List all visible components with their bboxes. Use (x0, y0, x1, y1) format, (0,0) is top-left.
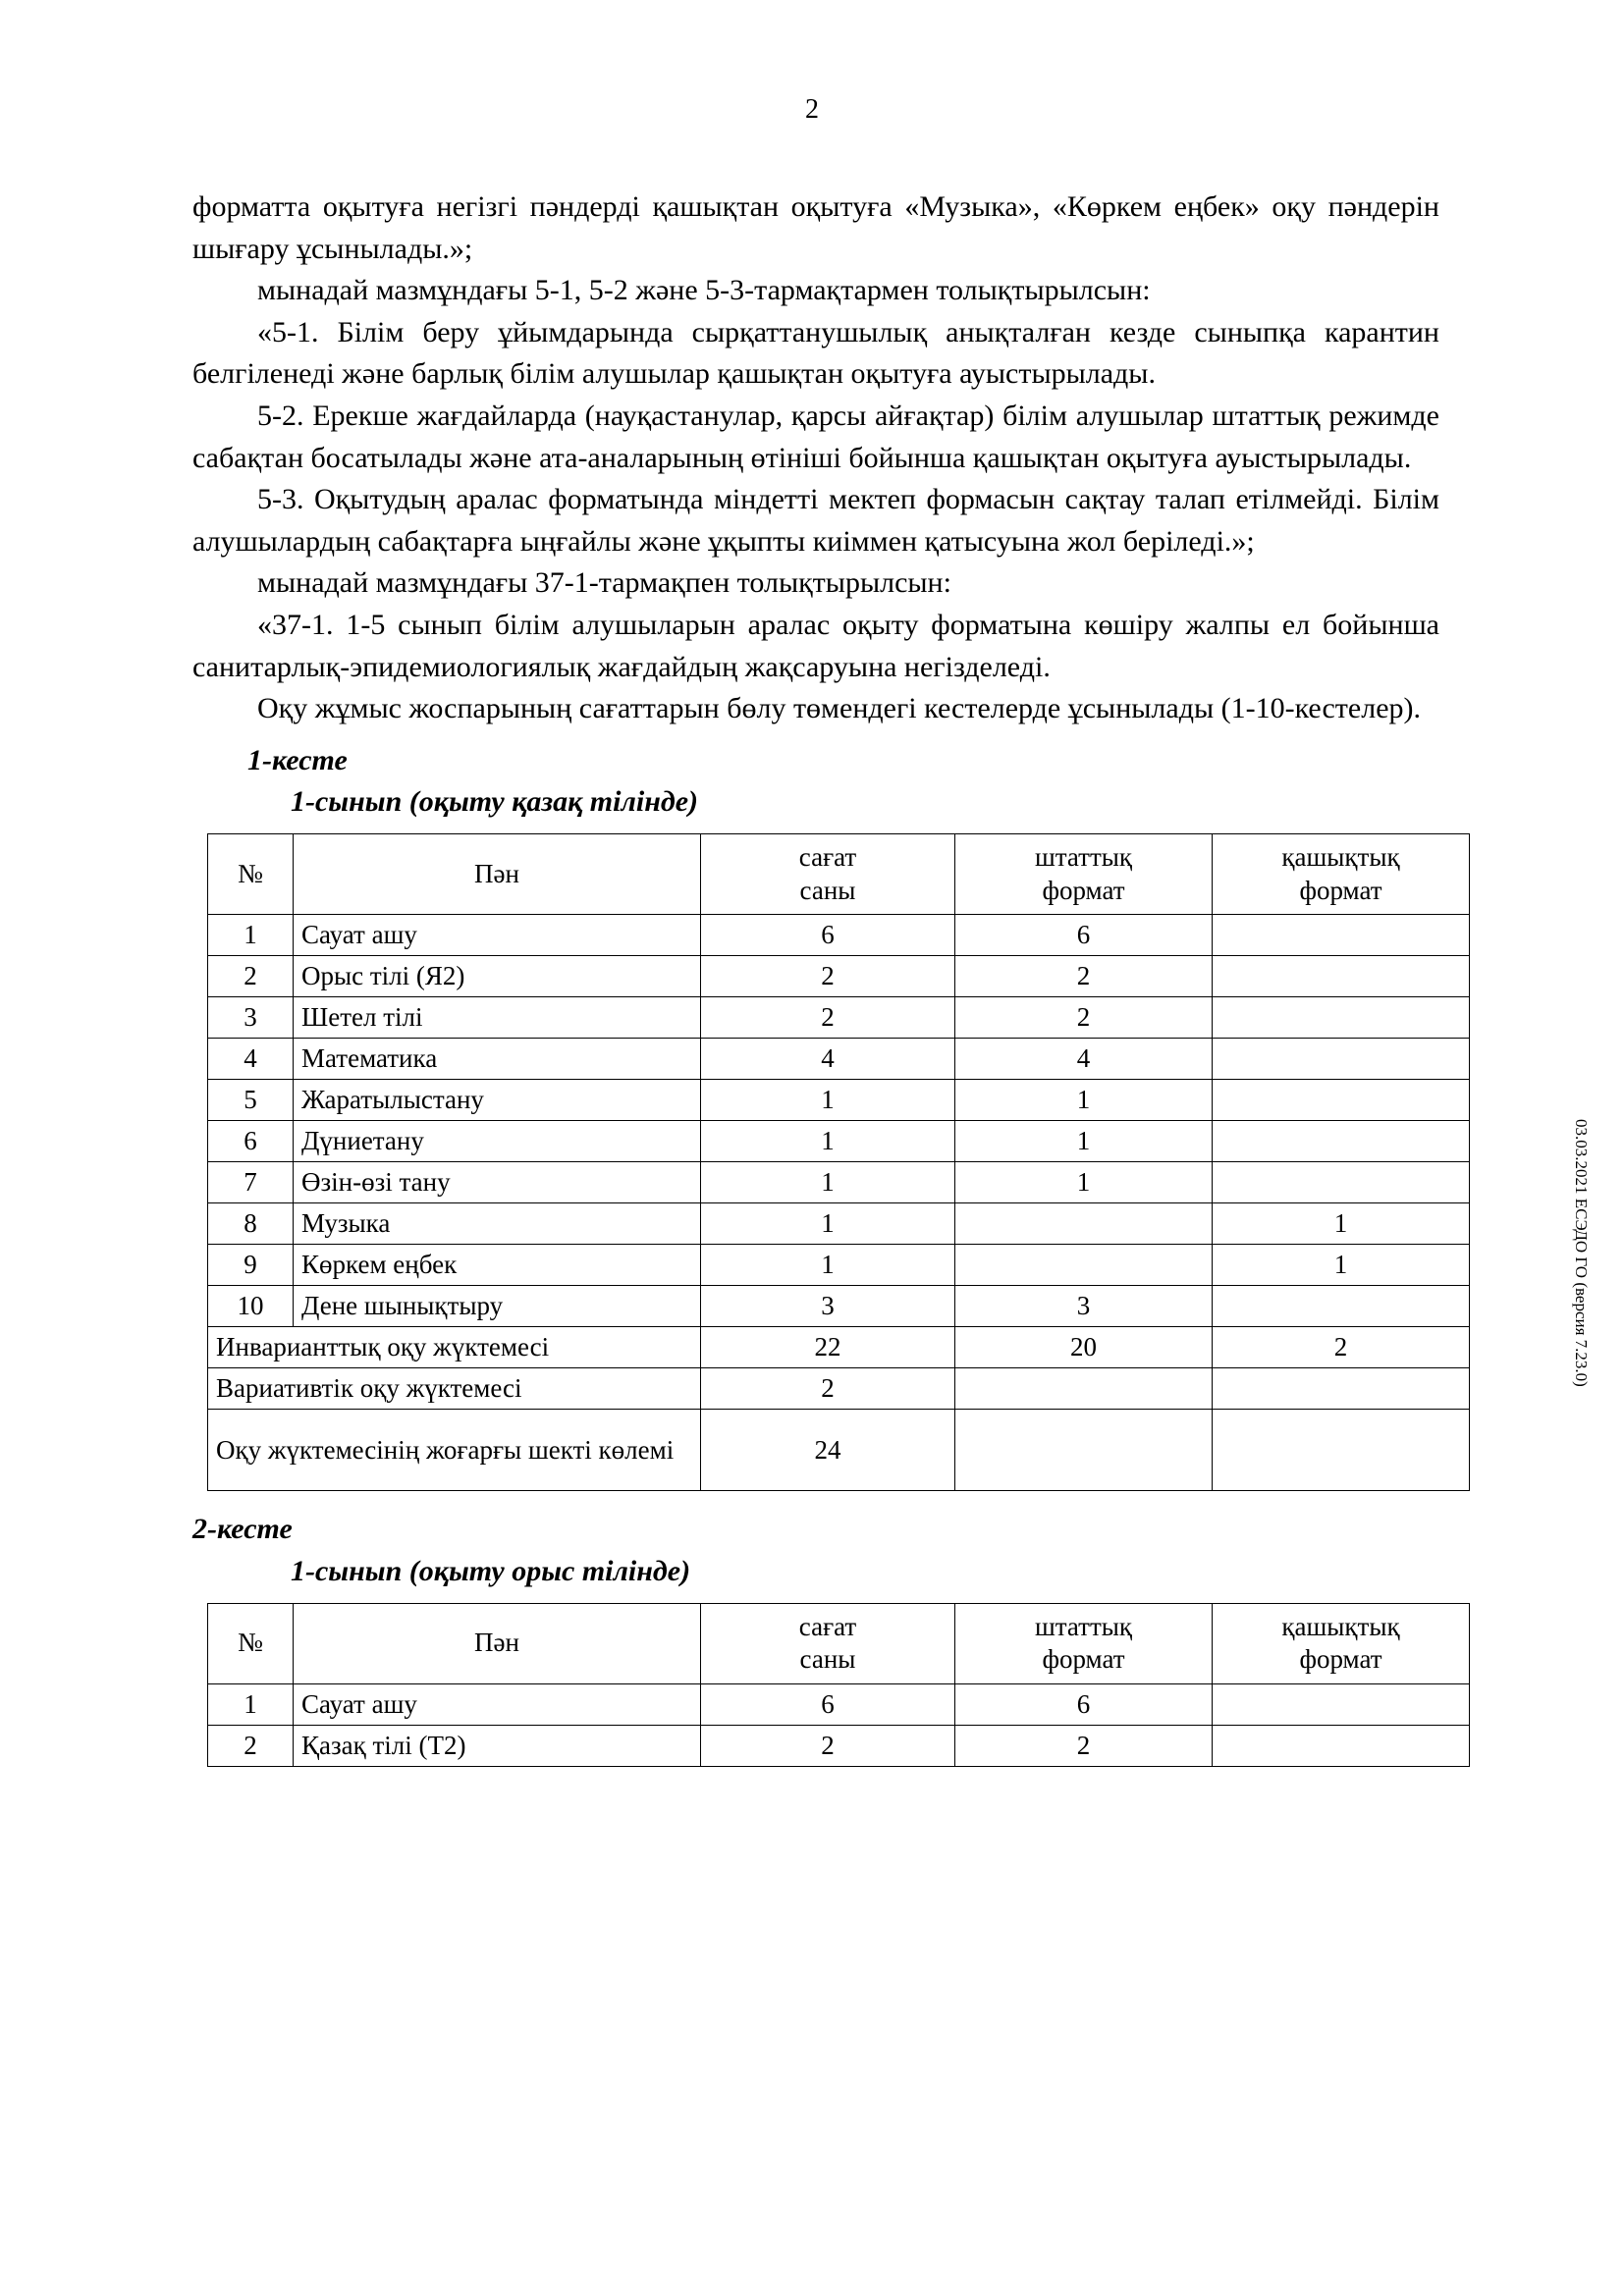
cell-staff: 1 (955, 1080, 1213, 1121)
table1-subcaption: 1-сынып (оқыту қазақ тілінде) (291, 785, 699, 819)
header-hours-line2: саны (799, 1644, 856, 1675)
cell-number: 8 (208, 1203, 294, 1245)
header-hours-line2: саны (799, 875, 856, 905)
header-staff-format (955, 833, 1213, 915)
cell-subject: Жаратылыстану (294, 1080, 701, 1121)
table-row (208, 997, 1470, 1039)
table-row (208, 1286, 1470, 1327)
cell-hours: 1 (701, 1162, 955, 1203)
cell-staff (955, 1410, 1213, 1491)
cell-hours: 6 (701, 915, 955, 956)
paragraph-4: 5-2. Ерекше жағдайларда (науқастанулар, қарсы айғақтар) білім алушылар штаттық режимде сабақтан босатылады және ата-аналарының өтініші бойынша қашықтан оқытуға ауыстырылады. (192, 399, 1439, 474)
cell-number: 7 (208, 1162, 294, 1203)
cell-staff (955, 1203, 1213, 1245)
table-row (208, 1039, 1470, 1080)
cell-distance: 2 (1213, 1327, 1470, 1368)
cell-number: 5 (208, 1080, 294, 1121)
cell-subject: Қазақ тілі (Т2) (294, 1726, 701, 1767)
table-header-row (208, 833, 1470, 915)
header-subject: Пән (294, 833, 701, 915)
cell-staff: 1 (955, 1162, 1213, 1203)
table-summary-row-invariant (208, 1327, 1470, 1368)
table-row (208, 1080, 1470, 1121)
table-row (208, 915, 1470, 956)
cell-number: 2 (208, 956, 294, 997)
cell-subject: Сауат ашу (294, 915, 701, 956)
cell-number: 3 (208, 997, 294, 1039)
header-number: № (208, 833, 294, 915)
paragraph-5: 5-3. Оқытудың аралас форматында міндетті мектеп формасын сақтау талап етілмейді. Білім алушылардың сабақтарға ыңғайлы және ұқыпты киіммен қатысуына жол беріледі.»; (192, 483, 1439, 558)
table-1-schedule-kazakh (207, 833, 1470, 1492)
cell-hours: 1 (701, 1121, 955, 1162)
cell-number: 1 (208, 915, 294, 956)
cell-subject: Музыка (294, 1203, 701, 1245)
header-hours (701, 1603, 955, 1684)
cell-distance (1213, 997, 1470, 1039)
cell-staff: 20 (955, 1327, 1213, 1368)
table-row (208, 1162, 1470, 1203)
cell-subject: Көркем еңбек (294, 1245, 701, 1286)
table-row (208, 956, 1470, 997)
cell-staff: 2 (955, 1726, 1213, 1767)
header-staff-line1: штаттық (1034, 1611, 1133, 1641)
page-number: 2 (805, 94, 819, 125)
cell-staff: 6 (955, 1684, 1213, 1726)
side-note-stamp: 03.03.2021 ЕСЭДО ГО (версия 7.23.0) (1572, 1119, 1591, 1387)
paragraph-1: форматта оқытуға негізгі пәндерді қашықтан оқытуға «Музыка», «Көркем еңбек» оқу пәндерін шығару ұсынылады.»; (192, 190, 1439, 265)
cell-distance (1213, 1726, 1470, 1767)
table-row (208, 1203, 1470, 1245)
table-row (208, 1245, 1470, 1286)
cell-number: 1 (208, 1684, 294, 1726)
cell-subject: Өзін-өзі тану (294, 1162, 701, 1203)
cell-distance: 1 (1213, 1203, 1470, 1245)
cell-distance (1213, 1039, 1470, 1080)
cell-hours: 4 (701, 1039, 955, 1080)
paragraph-7: «37-1. 1-5 сынып білім алушыларын аралас оқыту форматына көшіру жалпы ел бойынша санитарлық-эпидемиологиялық жағдайдың жақсаруына негізделеді. (192, 608, 1439, 683)
paragraph-6: мынадай мазмұндағы 37-1-тармақпен толықтырылсын: (257, 566, 951, 600)
table2-caption: 2-кесте (192, 1513, 293, 1546)
cell-number: 2 (208, 1726, 294, 1767)
table-row (208, 1726, 1470, 1767)
cell-summary-label: Инварианттық оқу жүктемесі (208, 1327, 701, 1368)
header-staff-line2: формат (1042, 1644, 1125, 1675)
header-hours-line1: сағат (798, 1611, 857, 1641)
table-2-schedule-russian (207, 1603, 1470, 1768)
cell-distance (1213, 1286, 1470, 1327)
cell-hours: 2 (701, 956, 955, 997)
table-row (208, 1684, 1470, 1726)
cell-distance (1213, 1121, 1470, 1162)
table-row (208, 1121, 1470, 1162)
cell-subject: Дене шынықтыру (294, 1286, 701, 1327)
cell-number: 6 (208, 1121, 294, 1162)
header-staff-line2: формат (1042, 875, 1125, 905)
cell-distance (1213, 1162, 1470, 1203)
cell-staff: 1 (955, 1121, 1213, 1162)
cell-hours: 6 (701, 1684, 955, 1726)
header-distance-line2: формат (1299, 1644, 1382, 1675)
header-hours-line1: сағат (798, 841, 857, 872)
cell-number: 4 (208, 1039, 294, 1080)
cell-staff: 4 (955, 1039, 1213, 1080)
cell-staff (955, 1245, 1213, 1286)
cell-subject: Математика (294, 1039, 701, 1080)
table-summary-row-variative (208, 1368, 1470, 1410)
cell-number: 9 (208, 1245, 294, 1286)
cell-hours: 2 (701, 1726, 955, 1767)
cell-distance (1213, 956, 1470, 997)
cell-distance (1213, 915, 1470, 956)
cell-subject: Дүниетану (294, 1121, 701, 1162)
table2-subcaption: 1-сынып (оқыту орыс тілінде) (291, 1555, 691, 1587)
cell-staff: 2 (955, 997, 1213, 1039)
cell-subject: Орыс тілі (Я2) (294, 956, 701, 997)
cell-hours: 24 (701, 1410, 955, 1491)
header-subject: Пән (294, 1603, 701, 1684)
cell-staff: 3 (955, 1286, 1213, 1327)
cell-staff: 2 (955, 956, 1213, 997)
cell-hours: 1 (701, 1203, 955, 1245)
cell-subject: Сауат ашу (294, 1684, 701, 1726)
table-summary-row-maximum (208, 1410, 1470, 1491)
header-staff-format (955, 1603, 1213, 1684)
cell-staff (955, 1368, 1213, 1410)
cell-number: 10 (208, 1286, 294, 1327)
table-header-row (208, 1603, 1470, 1684)
header-number: № (208, 1603, 294, 1684)
header-distance-line2: формат (1299, 875, 1382, 905)
header-distance-format (1213, 833, 1470, 915)
cell-subject: Шетел тілі (294, 997, 701, 1039)
paragraph-3: «5-1. Білім беру ұйымдарында сырқаттанушылық анықталған кезде сыныпқа карантин белгіленеді және барлық білім алушылар қашықтан оқытуға ауыстырылады. (192, 315, 1439, 391)
cell-hours: 2 (701, 1368, 955, 1410)
cell-hours: 1 (701, 1245, 955, 1286)
cell-distance: 1 (1213, 1245, 1470, 1286)
cell-distance (1213, 1080, 1470, 1121)
cell-hours: 22 (701, 1327, 955, 1368)
header-hours (701, 833, 955, 915)
cell-distance (1213, 1368, 1470, 1410)
cell-hours: 3 (701, 1286, 955, 1327)
header-staff-line1: штаттық (1034, 841, 1133, 872)
paragraph-8: Оқу жұмыс жоспарының сағаттарын бөлу төмендегі кестелерде ұсынылады (1-10-кестелер). (257, 692, 1421, 725)
cell-distance (1213, 1684, 1470, 1726)
header-distance-line1: қашықтық (1281, 1611, 1400, 1641)
cell-summary-label: Вариативтік оқу жүктемесі (208, 1368, 701, 1410)
table1-caption: 1-кесте (247, 743, 348, 776)
cell-hours: 1 (701, 1080, 955, 1121)
document-body (192, 187, 1439, 1767)
header-distance-format (1213, 1603, 1470, 1684)
header-distance-line1: қашықтық (1281, 841, 1400, 872)
paragraph-2: мынадай мазмұндағы 5-1, 5-2 және 5-3-тармақтармен толықтырылсын: (257, 274, 1151, 307)
cell-distance (1213, 1410, 1470, 1491)
cell-summary-label: Оқу жүктемесінің жоғарғы шекті көлемі (208, 1410, 701, 1491)
cell-hours: 2 (701, 997, 955, 1039)
cell-staff: 6 (955, 915, 1213, 956)
